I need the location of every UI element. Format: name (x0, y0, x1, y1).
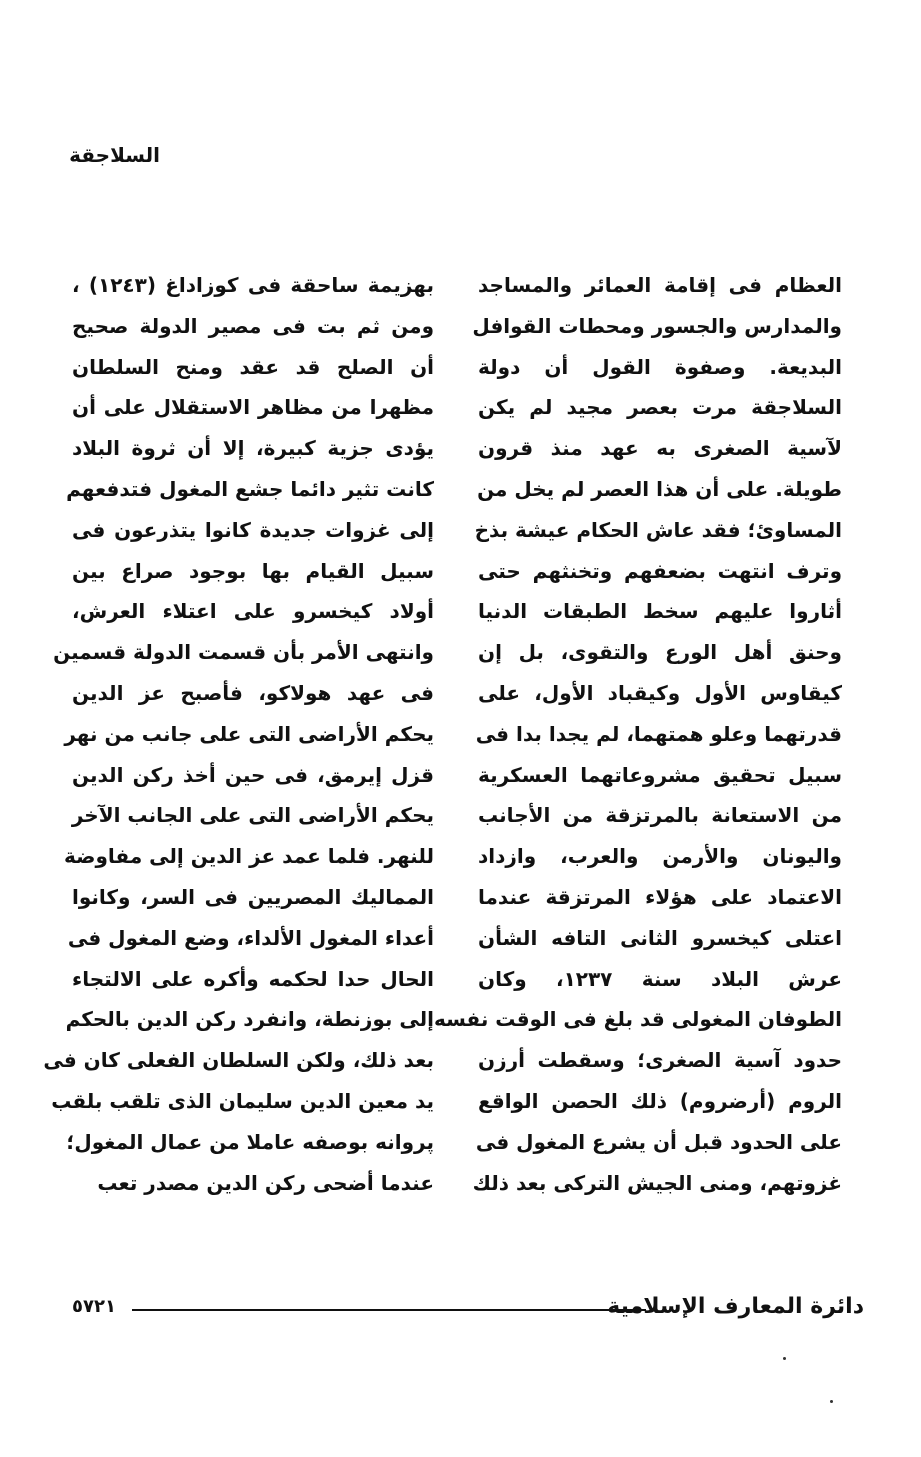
text-line: كيقاوس الأول وكيقباد الأول، على (478, 680, 842, 705)
text-line: كانت تثير دائما جشع المغول فتدفعهم (66, 476, 434, 501)
text-line: السلاجقة مرت بعصر مجيد لم يكن (478, 395, 842, 420)
text-line: قدرتهما وعلو همتهما، لم يجدا بدا فى (475, 721, 842, 746)
text-line: وحنق أهل الورع والتقوى، بل إن (478, 640, 842, 665)
text-column-right (433, 265, 842, 1203)
footer-rule (132, 1309, 646, 1311)
scan-speck (783, 1357, 786, 1360)
running-header: السلاجقة (69, 143, 160, 167)
text-line: پروانه بوصفه عاملا من عمال المغول؛ (66, 1129, 434, 1154)
text-line: فى عهد هولاكو، فأصبح عز الدين (72, 680, 434, 705)
text-line: وترف انتهت بضعفهم وتخنثهم حتى (478, 558, 842, 583)
text-line: بهزيمة ساحقة فى كوزاداغ (١٢٤٣) ، (72, 273, 435, 297)
text-line: الاعتماد على هؤلاء المرتزقة عندما (478, 884, 842, 909)
text-line: قزل إيرمق، فى حين أخذ ركن الدين (72, 762, 434, 787)
text-line: البديعة. وصفوة القول أن دولة (478, 354, 842, 379)
text-line: على الحدود قبل أن يشرع المغول فى (475, 1129, 842, 1154)
text-line: ومن ثم بت فى مصير الدولة صحيح (72, 313, 434, 338)
text-line: الروم (أرضروم) ذلك الحصن الواقع (478, 1088, 842, 1113)
text-line: من الاستعانة بالمرتزقة من الأجانب (478, 803, 842, 828)
text-line: أولاد كيخسرو على اعتلاء العرش، (72, 599, 434, 624)
text-line: للنهر. فلما عمد عز الدين إلى مفاوضة (64, 844, 434, 869)
text-line: إلى بوزنطة، وانفرد ركن الدين بالحكم (65, 1007, 434, 1032)
text-line: سبيل تحقيق مشروعاتهما العسكرية (478, 762, 842, 787)
text-line: بعد ذلك، ولكن السلطان الفعلى كان فى (43, 1048, 434, 1073)
text-line: العظام فى إقامة العمائر والمساجد (478, 273, 842, 297)
text-line: اعتلى كيخسرو الثانى التافه الشأن (478, 925, 842, 950)
text-line: يحكم الأراضى التى على جانب من نهر (64, 721, 434, 746)
scan-speck (830, 1400, 833, 1403)
text-line: الحال حدا لحكمه وأكره على الالتجاء (72, 966, 434, 991)
text-column-left (43, 265, 435, 1203)
text-line: أن الصلح قد عقد ومنح السلطان (72, 354, 434, 379)
text-line: سبيل القيام بها بوجود صراع بين (72, 558, 434, 583)
text-line: مظهرا من مظاهر الاستقلال على أن (72, 395, 434, 420)
text-line: عرش البلاد سنة ١٢٣٧، وكان (478, 966, 842, 991)
text-line: لآسية الصغرى به عهد منذ قرون (478, 436, 842, 461)
text-line: طويلة. على أن هذا العصر لم يخل من (477, 476, 842, 501)
text-line: حدود آسية الصغرى؛ وسقطت أرزن (478, 1048, 842, 1073)
publication-title: دائرة المعارف الإسلامية (607, 1294, 864, 1319)
text-line: عندما أضحى ركن الدين مصدر تعب (97, 1170, 434, 1195)
text-line: والمدارس والجسور ومحطات القوافل (472, 313, 842, 338)
text-line: غزوتهم، ومنى الجيش التركى بعد ذلك (472, 1170, 842, 1195)
text-line: المماليك المصريين فى السر، وكانوا (72, 884, 434, 909)
text-line: إلى غزوات جديدة كانوا يتذرعون فى (72, 517, 434, 542)
text-line: يحكم الأراضى التى على الجانب الآخر (71, 803, 434, 828)
text-line: واليونان والأرمن والعرب، وازداد (478, 844, 842, 869)
page-number: ٥٧٢١ (72, 1296, 116, 1317)
text-line: الطوفان المغولى قد بلغ فى الوقت نفسه (433, 1007, 842, 1032)
text-line: يؤدى جزية كبيرة، إلا أن ثروة البلاد (72, 436, 434, 461)
text-line: المساوئ؛ فقد عاش الحكام عيشة بذخ (474, 517, 842, 542)
text-line: أعداء المغول الألداء، وضع المغول فى (67, 925, 434, 950)
text-line: يد معين الدين سليمان الذى تلقب بلقب (51, 1088, 434, 1113)
page-footer (72, 1294, 864, 1324)
text-line: وانتهى الأمر بأن قسمت الدولة قسمين (53, 640, 434, 665)
text-line: أثاروا عليهم سخط الطبقات الدنيا (478, 599, 842, 624)
